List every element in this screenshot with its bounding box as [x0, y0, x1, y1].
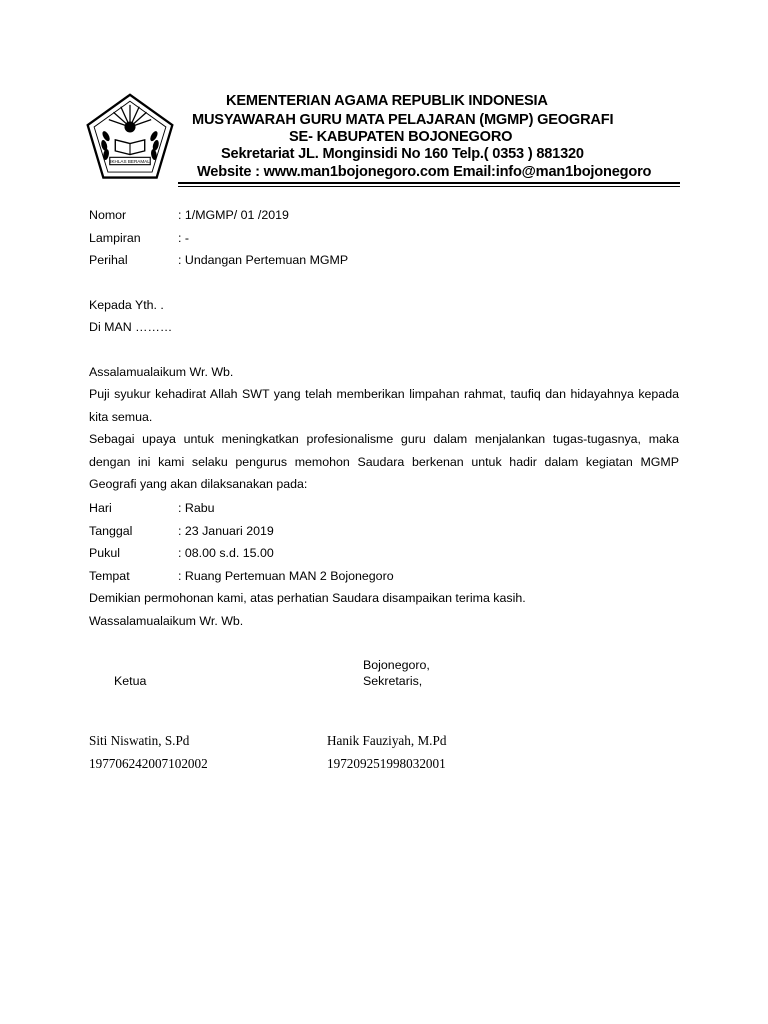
lampiran-value: : - [178, 231, 190, 245]
closing-thanks: Demikian permohonan kami, atas perhatian Saudara disampaikan terima kasih. [89, 591, 526, 605]
hari-label: Hari [89, 501, 112, 515]
nomor-label: Nomor [89, 208, 127, 222]
nomor-value: : 1/MGMP/ 01 /2019 [178, 208, 289, 222]
sekretaris-nip: 197209251998032001 [327, 756, 446, 771]
organization-name: MUSYAWARAH GURU MATA PELAJARAN (MGMP) GEOGRAFI [192, 112, 614, 128]
perihal-label: Perihal [89, 253, 128, 267]
hari-value: : Rabu [178, 501, 215, 515]
tempat-label: Tempat [89, 569, 130, 583]
ketua-nip: 197706242007102002 [89, 756, 208, 771]
paragraph-gratitude: Puji syukur kehadirat Allah SWT yang telah memberikan limpahan rahmat, taufiq dan hidayahnya kepada kita semua. [89, 387, 679, 424]
header-divider [178, 182, 680, 184]
greeting: Assalamualaikum Wr. Wb. [89, 365, 234, 379]
tanggal-label: Tanggal [89, 524, 133, 538]
paragraph-invitation: Sebagai upaya untuk meningkatkan profesionalisme guru dalam menjalankan tugas-tugasnya, maka dengan ini kami selaku pengurus memohon Saudara berkenan untuk hadir dalam kegiatan MGMP Geografi yang akan dilaksanakan pada: [89, 432, 679, 491]
emblem-motto: IKHLAS BERAMAL [110, 158, 150, 164]
sekretaris-title: Sekretaris, [363, 674, 423, 688]
region-name: SE- KABUPATEN BOJONEGORO [289, 129, 513, 145]
pukul-label: Pukul [89, 546, 120, 560]
recipient-line-1: Kepada Yth. . [89, 298, 164, 312]
ministry-emblem-icon [84, 92, 176, 184]
sekretaris-name: Hanik Fauziyah, M.Pd [327, 733, 447, 748]
website-email: Website : www.man1bojonegoro.com Email:info@man1bojonegoro [197, 164, 652, 180]
recipient-line-2: Di MAN ……… [89, 320, 173, 334]
tanggal-value: : 23 Januari 2019 [178, 524, 274, 538]
perihal-value: : Undangan Pertemuan MGMP [178, 253, 349, 267]
signature-place: Bojonegoro, [363, 658, 430, 672]
ketua-title: Ketua [114, 674, 147, 688]
ketua-name: Siti Niswatin, S.Pd [89, 733, 190, 748]
header-divider-thin [178, 186, 680, 187]
secretariat-address: Sekretariat JL. Monginsidi No 160 Telp.( 0353 ) 881320 [221, 146, 584, 162]
lampiran-label: Lampiran [89, 231, 141, 245]
pukul-value: : 08.00 s.d. 15.00 [178, 546, 274, 560]
tempat-value: : Ruang Pertemuan MAN 2 Bojonegoro [178, 569, 394, 583]
ministry-name: KEMENTERIAN AGAMA REPUBLIK INDONESIA [226, 93, 548, 109]
closing-salutation: Wassalamualaikum Wr. Wb. [89, 614, 244, 628]
